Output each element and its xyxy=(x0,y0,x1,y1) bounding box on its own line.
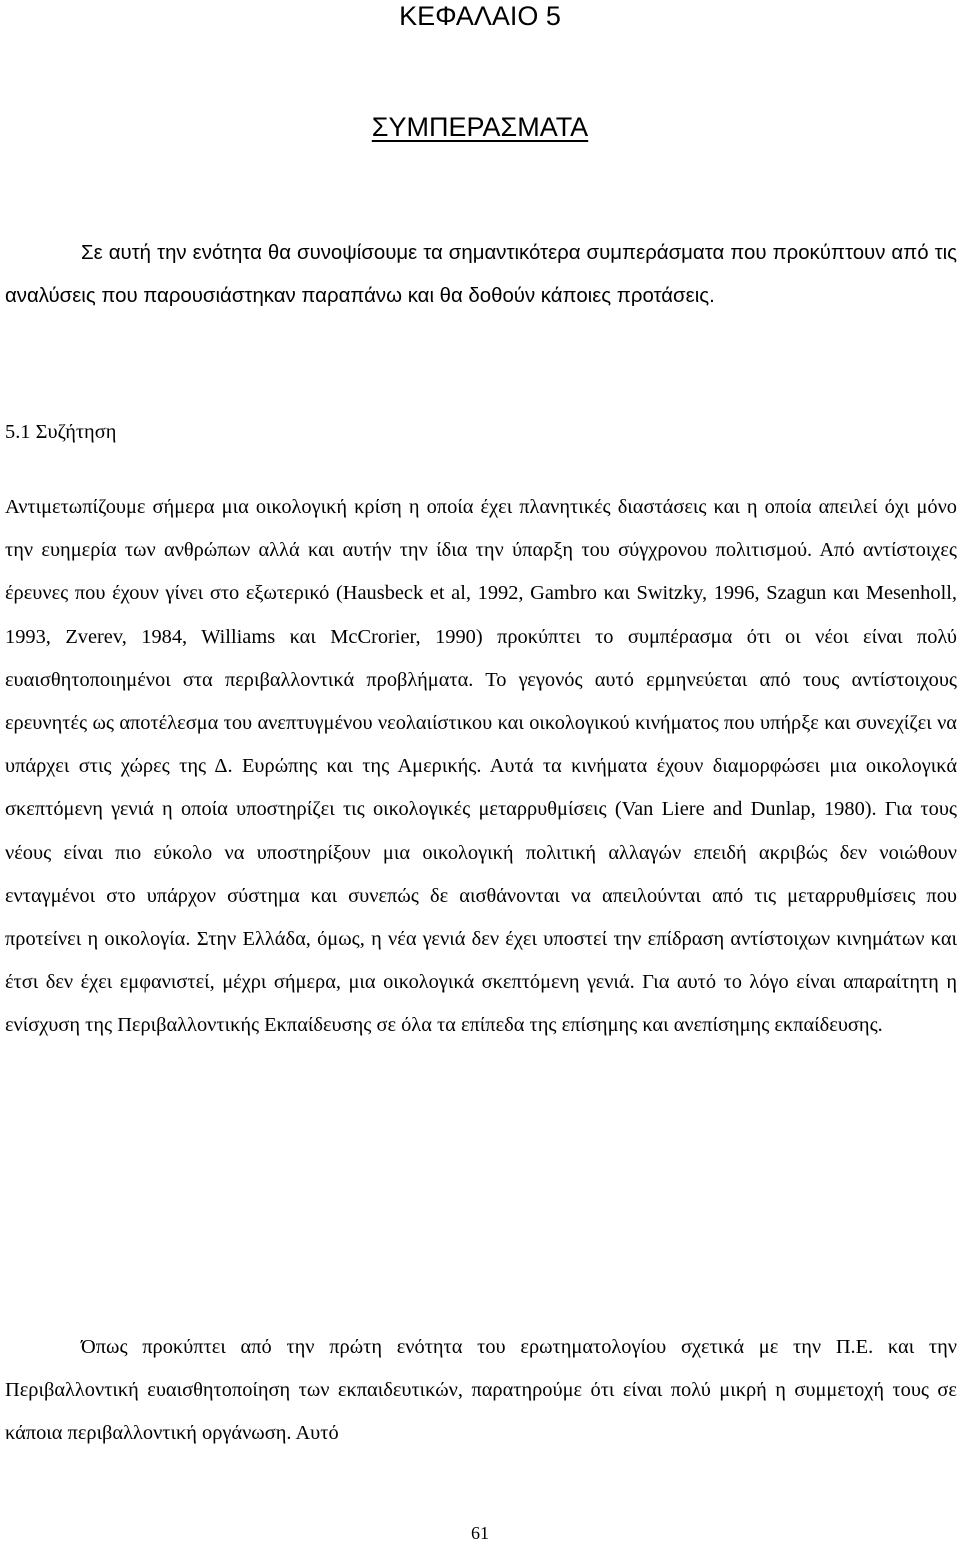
intro-paragraph: Σε αυτή την ενότητα θα συνοψίσουμε τα σημαντικότερα συμπεράσματα που προκύπτουν από τις αναλύσεις που παρουσιάστηκαν παραπάνω και θα δοθούν κάποιες προτάσεις. xyxy=(5,242,957,308)
chapter-title: ΚΕΦΑΛΑΙΟ 5 xyxy=(399,1,561,31)
subsection-heading: 5.1 Συζήτηση xyxy=(5,421,117,443)
page-number: 61 xyxy=(471,1523,489,1543)
section-heading: ΣΥΜΠΕΡΑΣΜΑΤΑ xyxy=(371,112,589,142)
discussion-paragraph: Αντιμετωπίζουμε σήμερα μια οικολογική κρίση η οποία έχει πλανητικές διαστάσεις και η οποία απειλεί όχι μόνο την ευημερία των ανθρώπων αλλά και αυτήν την ίδια την ύπαρξη του σύγχρονου πολιτισμού. Από αντίστοιχες έρευνες που έχουν γίνει στο εξωτερικό (Hausbeck et al, 1992, Gambro και Switzky, 1996, Szagun και Mesenholl, 1993, Zverev, 1984, Williams και McCrorier, 1990) προκύπτει το συμπέρασμα ότι οι νέοι είναι πολύ ευαισθητοποιημένοι στα περιβαλλοντικά προβλήματα. Το γεγονός αυτό ερμηνεύεται από τους αντίστοιχους ερευνητές ως αποτέλεσμα του ανεπτυγμένου νεολαιίστικου και οικολογικού κινήματος που υπήρξε και συνεχίζει να υπάρχει στις χώρες της Δ. Ευρώπης και της Αμερικής. Αυτά τα κινήματα έχουν διαμορφώσει μια οικολογικά σκεπτόμενη γενιά η οποία υποστηρίζει τις οικολογικές μεταρρυθμίσεις (Van Liere and Dunlap, 1980). Για τους νέους είναι πιο εύκολο να υποστηρίξουν μια οικολογική πολιτική αλλαγών επειδή ακριβώς δεν νοιώθουν ενταγμένοι στο υπάρχον σύστημα και συνεπώς δε αισθάνονται να απειλούνται από τις μεταρρυθμίσεις που προτείνει η οικολογία. Στην Ελλάδα, όμως, η νέα γενιά δεν έχει υποστεί την επίδραση αντίστοιχων κινημάτων και έτσι δεν έχει εμφανιστεί, μέχρι σήμερα, μια οικολογικά σκεπτόμενη γενιά. Για αυτό το λόγο είναι απαραίτητη η ενίσχυση της Περιβαλλοντικής Εκπαίδευσης σε όλα τα επίπεδα της επίσημης και ανεπίσημης εκπαίδευσης. xyxy=(5,496,957,1037)
survey-paragraph: Όπως προκύπτει από την πρώτη ενότητα του ερωτηματολογίου σχετικά με την Π.Ε. και την Περιβαλλοντική ευαισθητοποίηση των εκπαιδευτικών, παρατηρούμε ότι είναι πολύ μικρή η συμμετοχή τους σε κάποια περιβαλλοντική οργάνωση. Αυτό xyxy=(5,1336,957,1445)
